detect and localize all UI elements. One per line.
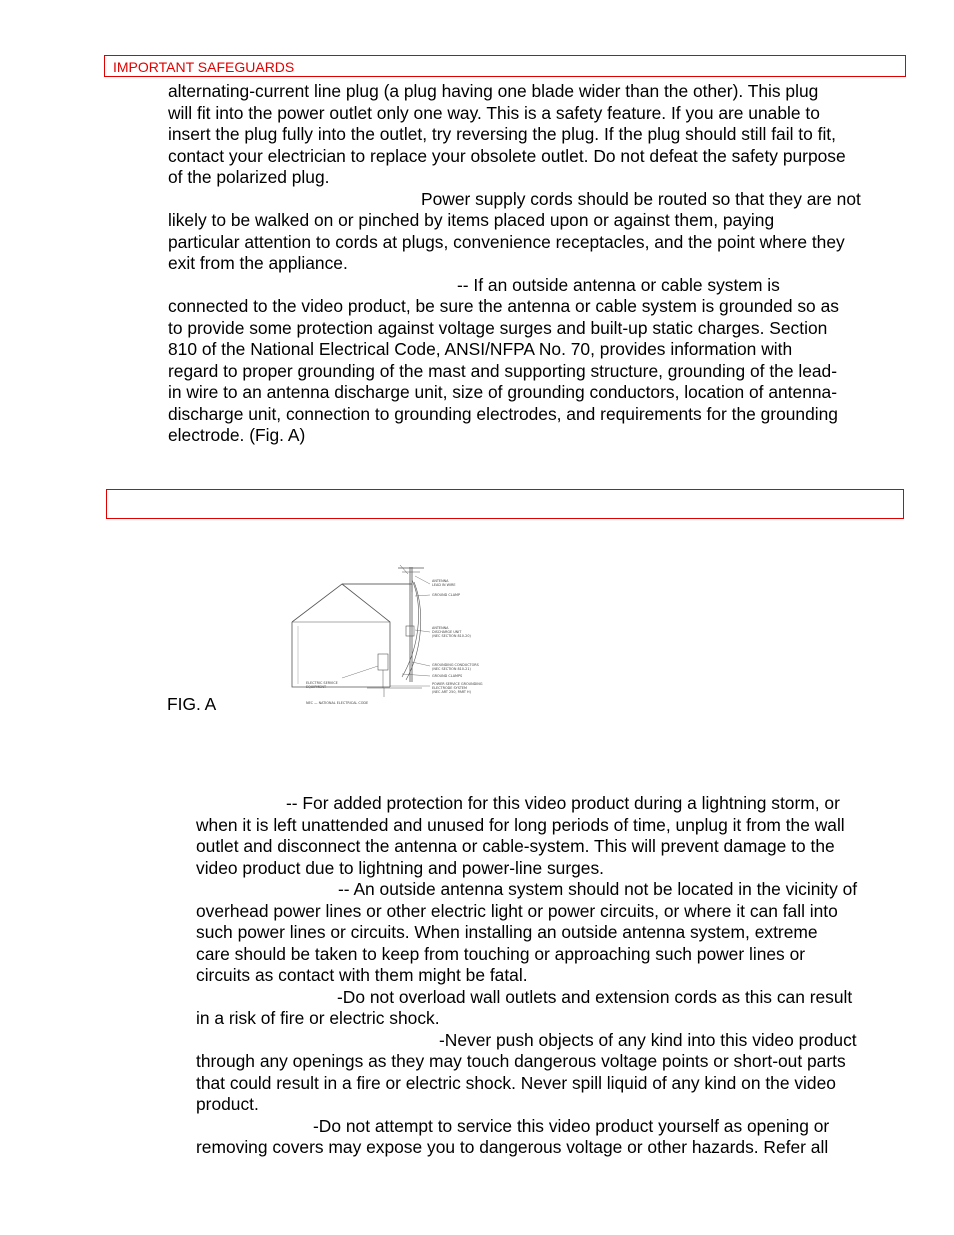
callout-discharge-unit: DISCHARGE UNIT <box>432 630 462 634</box>
callout-ground-clamp: GROUND CLAMP <box>432 593 460 597</box>
text-line: care should be taken to keep from touching or approaching such power lines or <box>196 943 806 964</box>
text-line: in a risk of fire or electric shock. <box>196 1008 440 1028</box>
text-line: particular attention to cords at plugs, convenience receptacles, and the point where they <box>168 231 845 252</box>
callout-grounding-conductors: GROUNDING CONDUCTORS <box>432 663 479 667</box>
text-line: exit from the appliance. <box>168 253 348 273</box>
text-line: of the polarized plug. <box>168 167 330 187</box>
text-line: that could result in a fire or electric shock. Never spill liquid of any kind on the video <box>196 1072 836 1093</box>
text-line: electrode. (Fig. A) <box>168 425 306 445</box>
callout-electrode-system: ELECTRODE SYSTEM <box>432 686 467 690</box>
text-line: -Never push objects of any kind into this video product <box>439 1029 857 1050</box>
antenna-grounding-diagram <box>272 562 492 710</box>
text-line: overhead power lines or other electric light or power circuits, or where it can fall into <box>196 900 838 921</box>
text-line: -- An outside antenna system should not be located in the vicinity of <box>338 879 858 899</box>
callout-lead-in-wire: LEAD IN WIRE <box>432 583 456 587</box>
section-heading-box <box>106 489 904 519</box>
safeguards-block-2 <box>196 793 857 1159</box>
callout-nec-footnote: NEC — NATIONAL ELECTRICAL CODE <box>306 701 369 705</box>
text-line: removing covers may expose you to dangerous voltage or other hazards. Refer all <box>196 1137 829 1157</box>
text-line: outlet and disconnect the antenna or cable-system. This will prevent damage to the <box>196 836 835 856</box>
callout-nec-810-21: (NEC SECTION 810-21) <box>432 667 471 671</box>
text-line: connected to the video product, be sure the antenna or cable system is grounded so as <box>168 296 839 316</box>
text-line: will fit into the power outlet only one way. This is a safety feature. If you are unable to <box>168 102 820 123</box>
callout-nec-art-250: (NEC ART 250, PART H) <box>432 690 471 694</box>
text-line: alternating-current line plug (a plug having one blade wider than the other). This plug <box>168 81 819 101</box>
text-line: 810 of the National Electrical Code, ANSI/NFPA No. 70, provides information with <box>168 339 793 359</box>
text-line: -Do not overload wall outlets and extension cords as this can result <box>337 986 853 1007</box>
callout-antenna-2: ANTENNA <box>432 626 449 630</box>
header-title: IMPORTANT SAFEGUARDS <box>113 59 295 75</box>
header-divider <box>104 76 906 77</box>
text-line: regard to proper grounding of the mast and supporting structure, grounding of the lead- <box>168 360 837 381</box>
text-line: -- If an outside antenna or cable system is <box>457 274 780 295</box>
callout-nec-810-20: (NEC SECTION 810-20) <box>432 634 471 638</box>
callout-electric-service: ELECTRIC SERVICE <box>306 681 338 685</box>
safeguards-block-1 <box>168 81 861 447</box>
text-line: contact your electrician to replace your obsolete outlet. Do not defeat the safety purpose <box>168 145 846 166</box>
text-line: such power lines or circuits. When installing an outside antenna system, extreme <box>196 922 818 942</box>
page-header <box>104 55 906 76</box>
text-line: discharge unit, connection to grounding electrodes, and requirements for the grounding <box>168 403 838 424</box>
callout-power-service-grounding: POWER SERVICE GROUNDING <box>432 682 483 686</box>
text-line: insert the plug fully into the outlet, try reversing the plug. If the plug should still fail to fit, <box>168 124 836 144</box>
callout-antenna: ANTENNA <box>432 579 449 583</box>
text-line: to provide some protection against voltage surges and built-up static charges. Section <box>168 317 828 338</box>
text-line: through any openings as they may touch dangerous voltage points or short-out parts <box>196 1051 846 1071</box>
text-line: product. <box>196 1094 259 1114</box>
figure-label: FIG. A <box>167 694 217 714</box>
text-line: circuits as contact with them might be fatal. <box>196 965 528 985</box>
text-line: likely to be walked on or pinched by items placed upon or against them, paying <box>168 210 775 230</box>
text-line: video product due to lightning and power-line surges. <box>196 857 604 878</box>
callout-equipment: EQUIPMENT <box>306 685 327 689</box>
callout-ground-clamps: GROUND CLAMPS <box>432 674 463 678</box>
text-line: when it is left unattended and unused for long periods of time, unplug it from the wall <box>196 814 845 835</box>
text-line: Power supply cords should be routed so that they are not <box>421 188 861 209</box>
text-line: -Do not attempt to service this video product yourself as opening or <box>313 1115 830 1136</box>
text-line: -- For added protection for this video product during a lightning storm, or <box>286 793 840 813</box>
text-line: in wire to an antenna discharge unit, size of grounding conductors, location of antenna- <box>168 382 838 402</box>
